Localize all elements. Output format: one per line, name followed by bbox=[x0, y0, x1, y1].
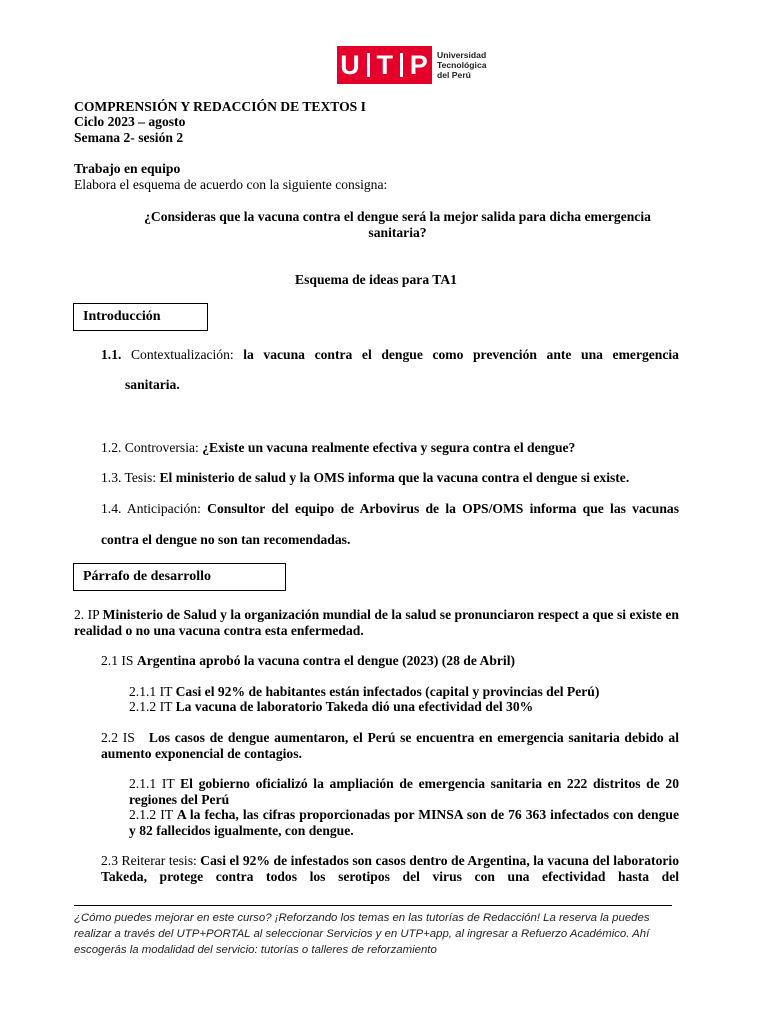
intro-item-3-text: El ministerio de salud y la OMS informa que la vacuna contra el dengue si existe. bbox=[159, 470, 630, 485]
intro-item-1-number: 1.1. bbox=[101, 347, 122, 362]
task-title: Trabajo en equipo bbox=[74, 161, 181, 176]
logo-letter-t: T bbox=[376, 49, 394, 80]
intro-item-2 bbox=[101, 440, 575, 456]
course-week: Semana 2- sesión 2 bbox=[74, 130, 184, 145]
dev-ip-label: 2. IP bbox=[74, 607, 100, 622]
intro-item-4-label: 1.4. Anticipación: bbox=[101, 501, 201, 516]
logo-letter-p: P bbox=[409, 49, 429, 80]
dev-it-1-text: Casi el 92% de habitantes están infectados (capital y provincias del Perú) bbox=[175, 684, 600, 699]
logo-line-1: Universidad bbox=[437, 50, 487, 60]
dev-it-1 bbox=[129, 684, 599, 700]
dev-reiterate-label: 2.3 Reiterar tesis: bbox=[101, 853, 197, 868]
intro-item-1 bbox=[101, 347, 679, 363]
intro-item-2-text: ¿Existe un vacuna realmente efectiva y segura contra el dengue? bbox=[202, 440, 576, 455]
footer-note: ¿Cómo puedes mejorar en este curso? ¡Reforzando los temas en las tutorías de Redacción! La reserva la puedes realizar a través del UTP+PORTAL al seleccionar Servicios y en UTP+app, al ingresar a Refuerzo Académico. Ahí escogerás la modalidad del servicio: tutorías o talleres de reforzamiento bbox=[74, 912, 650, 956]
course-cycle: Ciclo 2023 – agosto bbox=[74, 114, 186, 129]
utp-logo bbox=[337, 46, 487, 84]
intro-item-3 bbox=[101, 470, 629, 486]
course-title: COMPRENSIÓN Y REDACCIÓN DE TEXTOS I bbox=[74, 99, 366, 114]
intro-item-1-label: Contextualización: bbox=[130, 347, 234, 362]
development-heading: Párrafo de desarrollo bbox=[83, 569, 212, 584]
dev-reiterate-text: Casi el 92% de infestados son casos dentro de Argentina, la vacuna del laboratorio Takeda, protege contra todos los serotipos del virus con una efectividad hasta del bbox=[101, 853, 679, 884]
dev-is-2-text: Los casos de dengue aumentaron, el Perú se encuentra en emergencia sanitaria debido al aumento exponencial de contagios. bbox=[101, 730, 679, 761]
logo-line-2: Tecnológica bbox=[437, 60, 487, 70]
dev-it-2-text: La vacuna de laboratorio Takeda dió una efectividad del 30% bbox=[175, 699, 534, 714]
logo-separator bbox=[367, 53, 370, 77]
logo-separator bbox=[400, 53, 403, 77]
intro-item-4-text-cont: contra el dengue no son tan recomendadas. bbox=[101, 532, 351, 547]
logo-letter-u: U bbox=[340, 49, 361, 80]
dev-ip-text: Ministerio de Salud y la organización mundial de la salud se pronunciaron respect a que si existe en realidad o no una vacuna contra esta enfermedad. bbox=[74, 607, 679, 638]
dev-it-4 bbox=[129, 807, 679, 839]
dev-it-4-text: A la fecha, las cifras proporcionadas por MINSA son de 76 363 infectados con dengue y 82 fallecidos igualmente, con dengue. bbox=[129, 807, 680, 838]
dev-it-3-text: El gobierno oficializó la ampliación de emergencia sanitaria en 222 distritos de 20 regiones del Perú bbox=[129, 776, 680, 807]
schema-title: Esquema de ideas para TA1 bbox=[295, 272, 457, 287]
dev-is-1-text: Argentina aprobó la vacuna contra el dengue (2023) (28 de Abril) bbox=[136, 653, 515, 668]
dev-ip bbox=[74, 607, 679, 639]
dev-it-2-label: 2.1.2 IT bbox=[129, 699, 173, 714]
dev-it-1-label: 2.1.1 IT bbox=[129, 684, 173, 699]
dev-is-1 bbox=[101, 653, 515, 669]
intro-item-1-text-cont: sanitaria. bbox=[125, 377, 180, 392]
dev-it-4-label: 2.1.2 IT bbox=[129, 807, 173, 822]
dev-is-1-label: 2.1 IS bbox=[101, 653, 134, 668]
intro-heading: Introducción bbox=[83, 309, 161, 324]
dev-reiterate-thesis bbox=[101, 853, 679, 885]
development-heading-box bbox=[73, 563, 286, 591]
logo-university-name bbox=[437, 50, 487, 80]
dev-it-2 bbox=[129, 699, 533, 715]
dev-it-3-label: 2.1.1 IT bbox=[129, 776, 175, 791]
intro-item-4-text: Consultor del equipo de Arbovirus de la OPS/OMS informa que las vacunas bbox=[207, 501, 680, 516]
dev-is-2-label: 2.2 IS bbox=[101, 730, 135, 745]
footer-divider bbox=[74, 905, 672, 906]
dev-it-3 bbox=[129, 776, 679, 808]
intro-heading-box bbox=[73, 303, 208, 331]
task-instruction: Elabora el esquema de acuerdo con la siguiente consigna: bbox=[74, 177, 388, 192]
intro-item-3-label: 1.3. Tesis: bbox=[101, 470, 157, 485]
intro-item-4 bbox=[101, 501, 679, 517]
task-question: ¿Consideras que la vacuna contra el dengue será la mejor salida para dicha emergencia sanitaria? bbox=[144, 209, 651, 240]
utp-logo-mark bbox=[337, 46, 432, 84]
dev-is-2 bbox=[101, 730, 679, 762]
intro-item-1-text: la vacuna contra el dengue como prevención ante una emergencia bbox=[243, 347, 679, 362]
intro-item-2-label: 1.2. Controversia: bbox=[101, 440, 199, 455]
logo-line-3: del Perú bbox=[437, 70, 471, 80]
